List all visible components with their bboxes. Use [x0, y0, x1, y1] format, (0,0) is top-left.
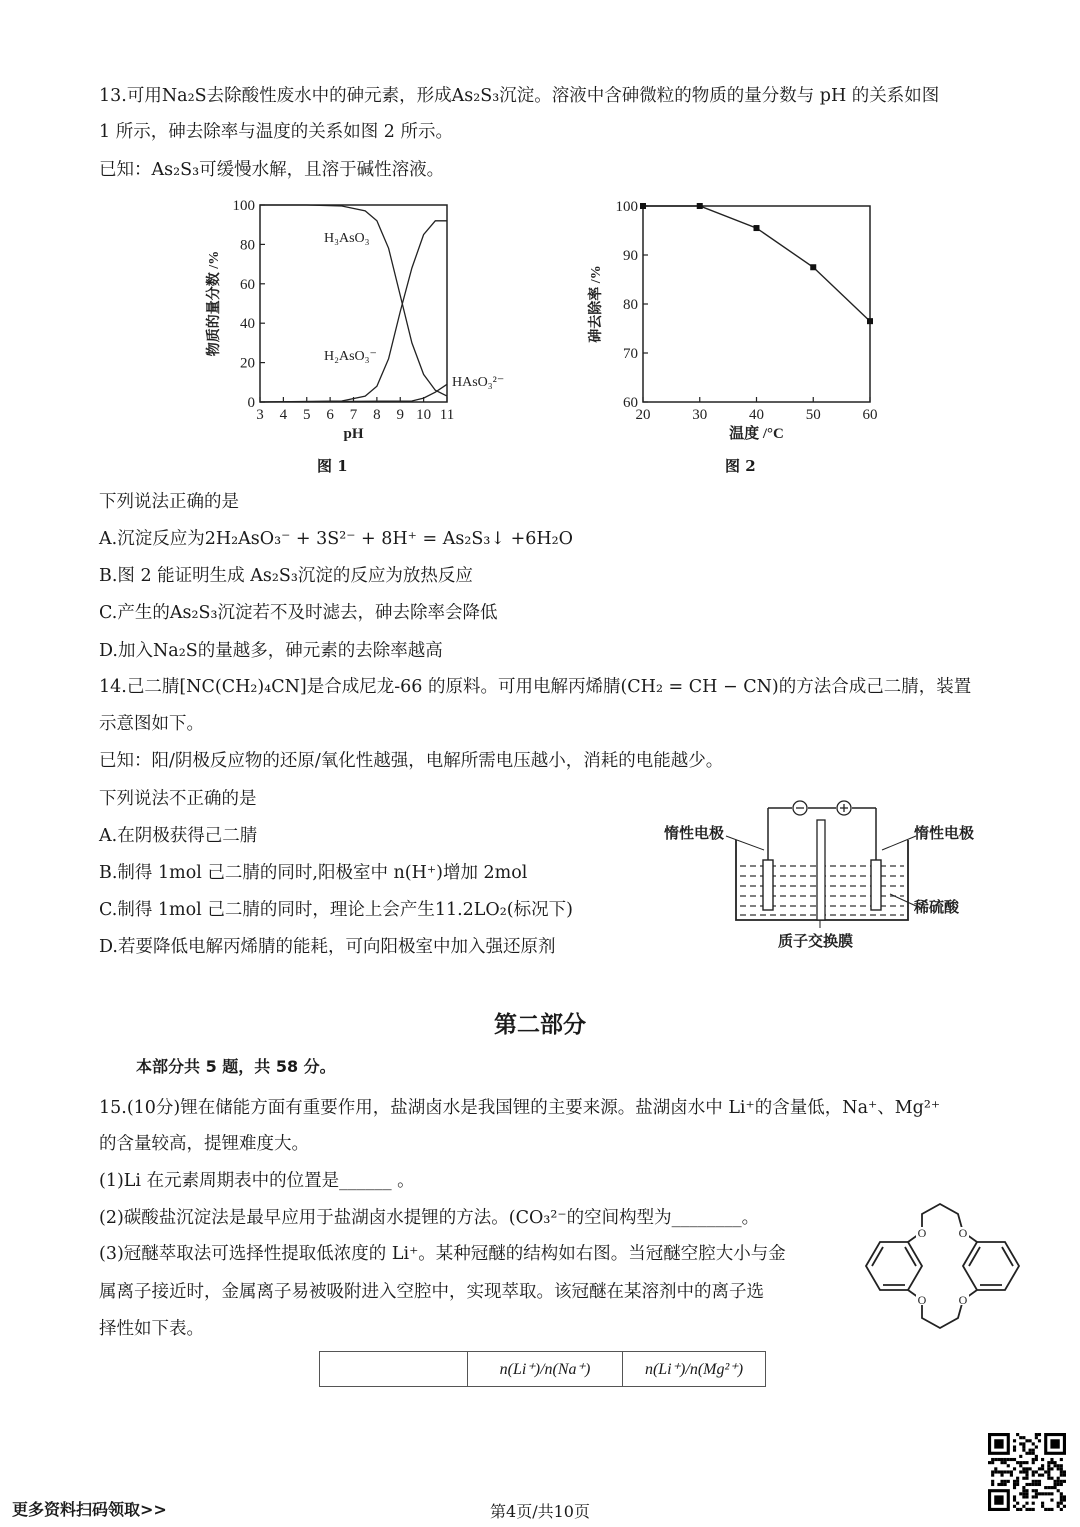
q15-part1: (1)Li 在元素周期表中的位置是______ 。	[99, 1171, 415, 1191]
y-axis-label: 砷去除率 /%	[589, 265, 604, 343]
crown-ether-structure	[860, 1196, 1025, 1336]
q13-option-c: C.产生的As₂S₃沉淀若不及时滤去，砷去除率会降低	[99, 603, 498, 623]
part2-subtitle: 本部分共 5 题，共 58 分。	[136, 1057, 336, 1076]
figure-2-chart	[580, 190, 900, 450]
q13-stem: 下列说法正确的是	[99, 492, 239, 512]
y-tick-label: 100	[232, 198, 255, 214]
figure-1-caption: 图 1	[317, 457, 348, 475]
x-axis-label: 温度 /°C	[729, 426, 784, 442]
data-point	[754, 225, 760, 231]
page-number: 第4页/共10页	[490, 1502, 590, 1521]
oxygen-2: O	[958, 1226, 968, 1240]
right-electrode-label: 惰性电极	[914, 826, 975, 842]
figure-2-caption: 图 2	[725, 457, 756, 475]
x-tick-label: 3	[256, 407, 264, 423]
data-point	[810, 264, 816, 270]
x-tick-label: 6	[326, 407, 334, 423]
oxygen-4: O	[958, 1293, 968, 1307]
x-tick-label: 5	[303, 407, 311, 423]
q14-line2: 示意图如下。	[99, 714, 204, 734]
x-axis-label: pH	[343, 426, 364, 442]
q13-known: 已知：As₂S₃可缓慢水解，且溶于碱性溶液。	[99, 160, 445, 180]
table-row	[320, 1352, 766, 1387]
q15-part3-a: (3)冠醚萃取法可选择性提取低浓度的 Li⁺。某种冠醚的结构如右图。当冠醚空腔大小与金	[99, 1244, 786, 1264]
q15-part3-c: 择性如下表。	[99, 1319, 204, 1339]
y-tick-label: 60	[623, 395, 638, 411]
table-header-cell	[320, 1352, 468, 1387]
q13-line1: 13.可用Na₂S去除酸性废水中的砷元素，形成As₂S₃沉淀。溶液中含砷微粒的物质的量分数与 pH 的关系如图	[99, 86, 940, 106]
x-tick-label: 9	[396, 407, 404, 423]
q14-stem: 下列说法不正确的是	[99, 789, 257, 809]
x-tick-label: 60	[862, 407, 878, 423]
x-tick-label: 11	[439, 407, 455, 423]
electrolysis-diagram	[660, 780, 990, 955]
x-tick-label: 20	[635, 407, 651, 423]
selectivity-table	[319, 1351, 766, 1387]
y-tick-label: 60	[240, 276, 255, 293]
y-tick-label: 90	[623, 248, 638, 264]
y-tick-label: 0	[247, 395, 255, 411]
y-tick-label: 80	[623, 297, 638, 313]
x-tick-label: 7	[349, 407, 358, 423]
q14-option-b: B.制得 1mol 己二腈的同时,阳极室中 n(H⁺)增加 2mol	[99, 863, 528, 883]
y-tick-label: 20	[240, 355, 255, 372]
oxygen-1: O	[917, 1226, 927, 1240]
plot-frame	[643, 206, 870, 402]
q14-option-a: A.在阴极获得己二腈	[99, 826, 258, 846]
acid-label: 稀硫酸	[914, 900, 960, 916]
x-tick-label: 50	[805, 407, 821, 423]
q15-part2: (2)碳酸盐沉淀法是最早应用于盐湖卤水提锂的方法。(CO₃²⁻的空间构型为________。	[99, 1208, 760, 1228]
y-tick-label: 70	[623, 346, 638, 362]
q13-option-a: A.沉淀反应为2H₂AsO₃⁻ + 3S²⁻ + 8H⁺ = As₂S₃↓ +6H₂O	[99, 529, 573, 549]
series-line	[643, 206, 870, 321]
y-tick-label: 40	[240, 316, 255, 333]
q15-line2: 的含量较高，提锂难度大。	[99, 1134, 309, 1154]
x-tick-label: 4	[279, 407, 288, 423]
q14-known: 已知：阳/阴极反应物的还原/氧化性越强，电解所需电压越小，消耗的电能越少。	[99, 751, 724, 771]
part2-title: 第二部分	[494, 1011, 586, 1038]
membrane-label: 质子交换膜	[778, 934, 854, 950]
q15-line1: 15.(10分)锂在储能方面有重要作用，盐湖卤水是我国锂的主要来源。盐湖卤水中 Li⁺的含量低，Na⁺、Mg²⁺	[99, 1098, 941, 1118]
q13-option-d: D.加入Na₂S的量越多，砷元素的去除率越高	[99, 641, 443, 661]
x-tick-label: 8	[373, 407, 381, 423]
data-point	[867, 318, 873, 324]
q15-part3-b: 属离子接近时，金属离子易被吸附进入空腔中，实现萃取。该冠醚在某溶剂中的离子选	[99, 1282, 764, 1302]
figure-1-chart	[200, 190, 520, 450]
x-tick-label: 40	[749, 407, 764, 423]
q14-line1: 14.己二腈[NC(CH₂)₄CN]是合成尼龙-66 的原料。可用电解丙烯腈(CH₂ = CH − CN)的方法合成己二腈，装置	[99, 677, 972, 697]
q14-option-d: D.若要降低电解丙烯腈的能耗，可向阳极室中加入强还原剂	[99, 937, 556, 957]
q13-option-b: B.图 2 能证明生成 As₂S₃沉淀的反应为放热反应	[99, 566, 473, 586]
y-axis-label: 物质的量分数 /%	[207, 250, 222, 357]
q14-option-c: C.制得 1mol 己二腈的同时，理论上会产生11.2LO₂(标况下)	[99, 900, 573, 920]
proton-exchange-membrane	[817, 820, 825, 920]
footer-more-resources[interactable]: 更多资料扫码领取>>	[12, 1500, 167, 1519]
series-label-3: HAsO₃²⁻	[452, 375, 505, 390]
left-electrode-label: 惰性电极	[664, 826, 725, 842]
data-point	[640, 203, 646, 209]
y-tick-label: 100	[615, 199, 638, 215]
q13-line2: 1 所示，砷去除率与温度的关系如图 2 所示。	[99, 122, 453, 142]
data-point	[697, 203, 703, 209]
y-tick-label: 80	[240, 237, 255, 254]
oxygen-3: O	[917, 1293, 927, 1307]
series-line-2	[260, 221, 447, 402]
table-header-cell: n(Li⁺)/n(Na⁺)	[468, 1352, 623, 1387]
right-electrode	[871, 860, 881, 910]
series-label-1: H₃AsO₃	[324, 231, 370, 246]
table-header-cell: n(Li⁺)/n(Mg²⁺)	[623, 1352, 766, 1387]
x-tick-label: 10	[416, 407, 432, 423]
series-label-2: H₂AsO₃⁻	[324, 349, 377, 364]
left-electrode	[763, 860, 773, 910]
x-tick-label: 30	[692, 407, 708, 423]
